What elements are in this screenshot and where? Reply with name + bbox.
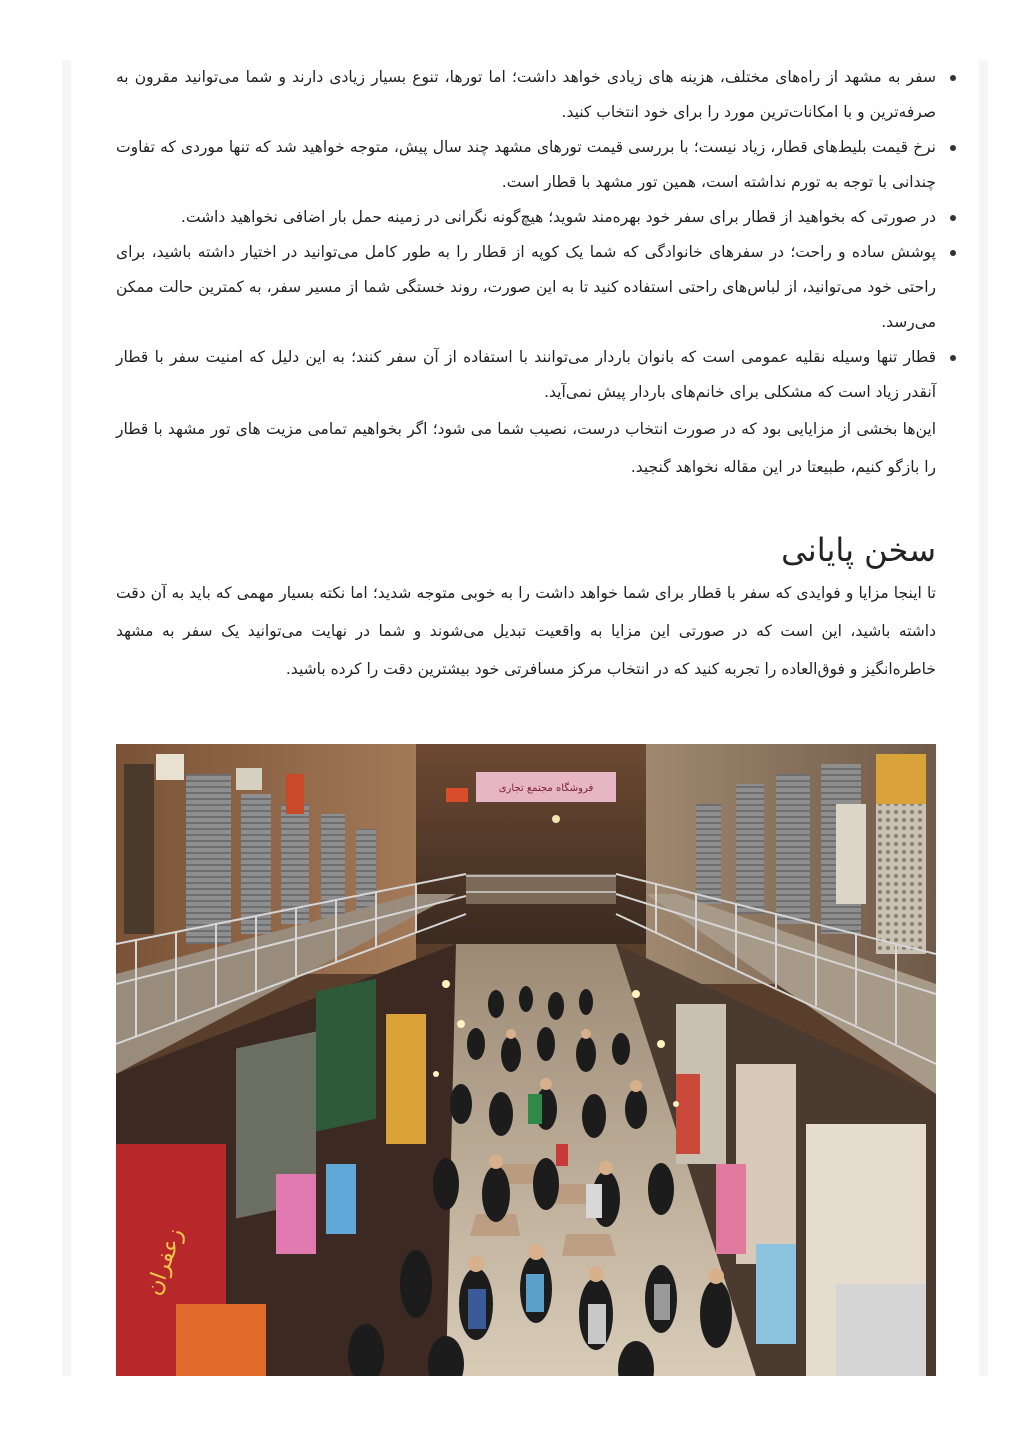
list-item: نرخ قیمت بلیط‌های قطار، زیاد نیست؛ با بررسی قیمت تورهای مشهد چند سال پیش، متوجه خواهید شد که تنها موردی که تفاوت چندانی با توجه به تورم نداشته است، همین تور مشهد با قطار است. [116, 130, 936, 200]
bullet-icon [950, 355, 956, 361]
benefits-summary-paragraph: این‌ها بخشی از مزایایی بود که در صورت انتخاب درست، نصیب شما می شود؛ اگر بخواهیم تمامی مزیت های تور مشهد با قطار را بازگو کنیم، طبیعتا در این مقاله نخواهد گنجید. [116, 420, 936, 476]
bazaar-illustration [116, 744, 936, 1376]
bullet-icon [950, 75, 956, 81]
article-content [116, 60, 936, 688]
bullet-icon [950, 250, 956, 256]
list-item: سفر به مشهد از راه‌های مختلف، هزینه های زیادی خواهد داشت؛ اما تورها، تنوع بسیار زیادی دارند و شما می‌توانید مقرون به صرفه‌ترین و با امکانات‌ترین مورد را برای خود انتخاب کنید. [116, 60, 936, 130]
list-item: در صورتی که بخواهید از قطار برای سفر خود بهره‌مند شوید؛ هیچ‌گونه نگرانی در زمینه حمل بار اضافی نخواهید داشت. [116, 200, 936, 235]
left-red-sign-text: زعفران [141, 1224, 189, 1299]
section-heading: سخن پایانی [781, 531, 936, 569]
list-item: قطار تنها وسیله نقلیه عمومی است که بانوان باردار می‌توانند با استفاده از آن سفر کنند؛ به این دلیل که امنیت سفر با قطار آنقدر زیاد است که مشکلی برای خانم‌های باردار پیش نمی‌آید. [116, 340, 936, 410]
final-paragraph: تا اینجا مزایا و فوایدی که سفر با قطار برای شما خواهد داشت را به خوبی متوجه شدید؛ اما نکته بسیار مهمی که باید به آن دقت داشته باشید، این است که در صورتی این مزایا به واقعیت تبدیل می‌شوند و شما در نهایت می‌توانید یک سفر به مشهد خاطره‌انگیز و فوق‌العاده را تجربه کنید که در انتخاب مرکز مسافرتی خود بیشترین دقت را کرده باشید. [116, 584, 936, 678]
article-page [62, 60, 988, 1376]
far-banner-text: فروشگاه مجتمع تجاری [498, 783, 594, 794]
bazaar-photo [116, 744, 936, 1376]
bullet-icon [950, 215, 956, 221]
list-item: پوشش ساده و راحت؛ در سفرهای خانوادگی که شما یک کوپه از قطار را به طور کامل می‌توانید در اختیار داشته باشید، برای راحتی خود می‌توانید، از لباس‌های راحتی استفاده کنید تا به این صورت، روند خستگی شما از مسیر سفر، به کمترین حالت ممکن می‌رسد. [116, 235, 936, 340]
benefits-list [116, 60, 936, 410]
bullet-icon [950, 145, 956, 151]
